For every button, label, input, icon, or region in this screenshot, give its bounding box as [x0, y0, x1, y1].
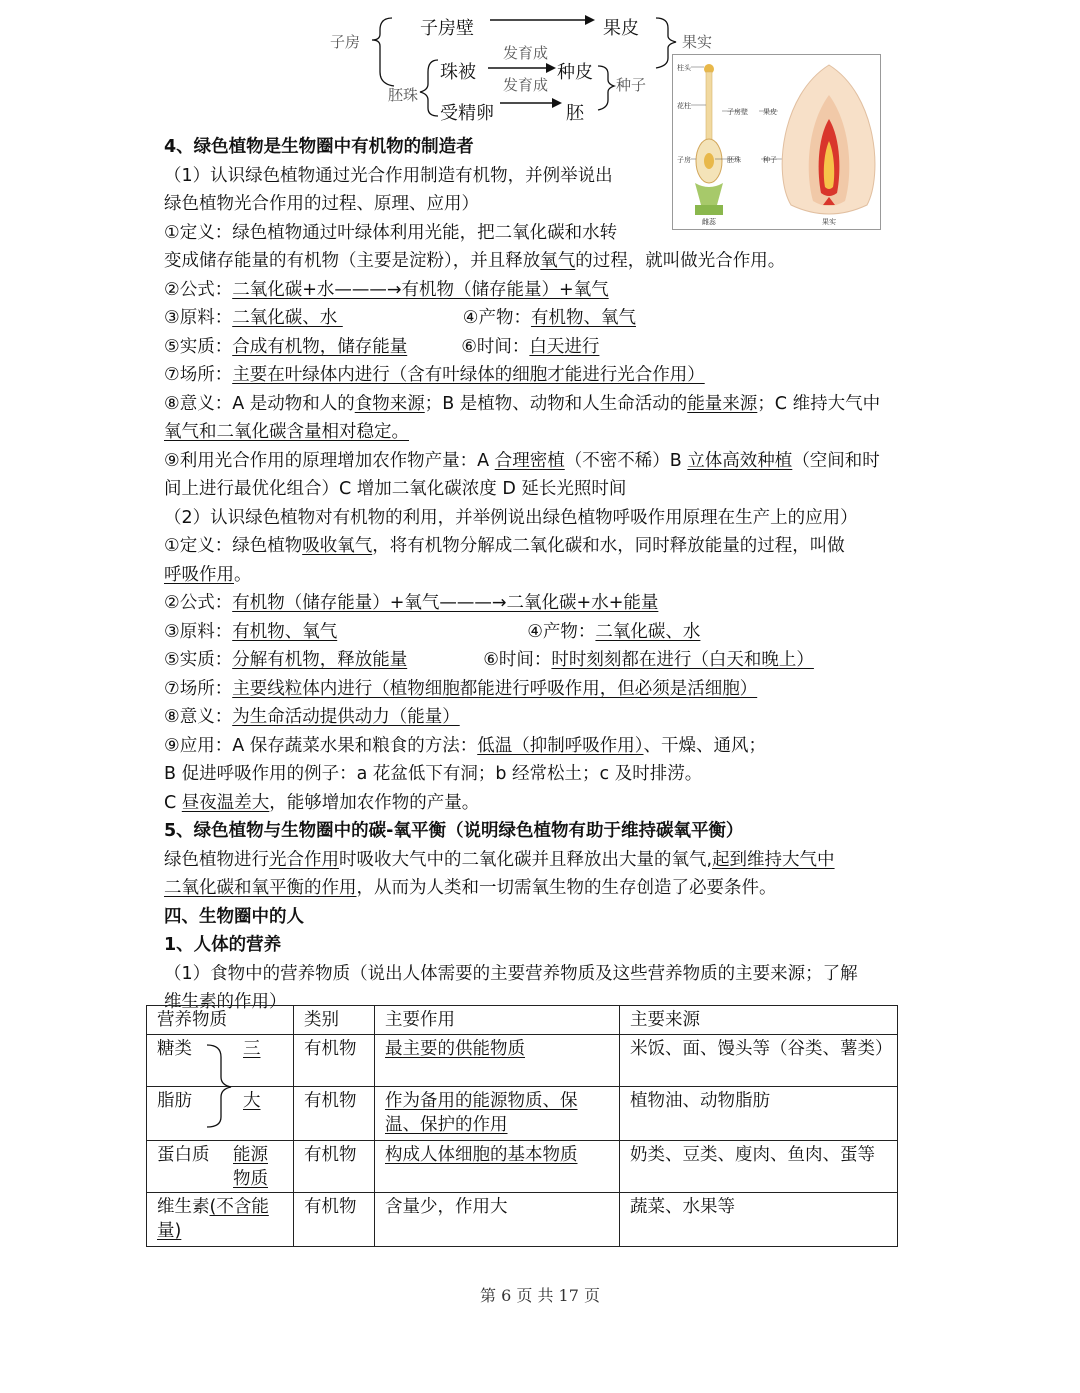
text-segment: ⑤实质：: [164, 650, 233, 670]
text-segment: ⑦场所：: [164, 678, 233, 699]
text-line: [164, 504, 944, 533]
table-cell-nutrient: [147, 1141, 294, 1193]
text-segment: ，从而为人类和一切需氧生物的生存创造了必要条件。: [356, 878, 777, 898]
underlined-text: 能量来源: [687, 393, 758, 414]
text-segment: 绿色植物进行: [164, 849, 269, 870]
text-segment: 5、绿色植物与生物圈中的碳-氧平衡（说明绿色植物有助于维持碳氧平衡）: [164, 821, 744, 841]
table-header-cell: 类别: [294, 1006, 375, 1035]
text-segment: ⑨利用光合作用的原理增加农作物产量：A: [164, 450, 495, 471]
text-line: [164, 703, 944, 732]
text-segment: ②公式：: [164, 593, 233, 613]
nutrient-name: 维生素: [157, 1197, 210, 1217]
label-fruit: 果实: [682, 33, 713, 51]
nutrient-name: 蛋白质: [157, 1145, 210, 1165]
text-segment: ；C 维持大气中: [757, 393, 881, 414]
text-segment: ⑦场所：: [164, 365, 233, 385]
table-row: [147, 1141, 898, 1193]
text-line: [164, 589, 944, 618]
text-segment: ④产物：: [527, 621, 596, 642]
text-segment: 、干燥、通风；: [643, 735, 766, 756]
underlined-text: 食物来源: [354, 393, 425, 414]
label-ovary: 子房: [330, 33, 361, 51]
text-segment: 的过程，就叫做光合作用。: [575, 251, 786, 271]
text-segment: ①定义：绿色植物: [164, 536, 303, 556]
table-cell-source: 奶类、豆类、廋肉、鱼肉、蛋等: [620, 1141, 898, 1193]
underlined-text: 为生命活动提供动力（能量）: [232, 707, 460, 727]
underlined-text: 二氧化碳+水———→有机物（储存能量）+氧气: [232, 279, 609, 300]
text-line: [164, 960, 944, 989]
table-cell-nutrient: [147, 1035, 294, 1087]
underlined-text: 分解有机物，释放能量: [232, 650, 408, 670]
text-segment: ⑧意义：: [164, 707, 233, 727]
text-line: [164, 532, 944, 561]
figure-label-fruit: 果实: [822, 218, 836, 226]
nutrient-name: 脂肪: [157, 1091, 192, 1111]
section-heading: [164, 133, 944, 162]
text-segment: 维生素的作用）: [164, 992, 287, 1012]
underlined-text: 二氧化碳和氧平衡的作用: [164, 878, 357, 898]
text-segment: 时吸收大气中的二氧化碳并且释放出大量的氧气,: [339, 849, 713, 870]
table-cell-role: 作为备用的能源物质、保温、保护的作用: [375, 1087, 620, 1141]
table-cell-source: 米饭、面、馒头等（谷类、薯类）: [620, 1035, 898, 1087]
underlined-text: 光合作用: [269, 849, 339, 870]
underlined-text: 时时刻刻都在进行（白天和晚上）: [551, 650, 814, 670]
text-line: [164, 646, 944, 675]
label-seed: 种子: [616, 76, 647, 94]
label-integument: 珠被: [440, 62, 476, 83]
label-ovary-wall: 子房壁: [420, 18, 474, 39]
text-segment: C: [164, 792, 182, 813]
label-ovule: 胚珠: [388, 86, 419, 104]
underlined-text: 立体高效种植: [687, 450, 793, 471]
text-line: [164, 162, 944, 191]
table-cell-nutrient: [147, 1193, 294, 1247]
underlined-text: 合理密植: [494, 450, 565, 471]
text-segment: 间上进行最优化组合）C 增加二氧化碳浓度 D 延长光照时间: [164, 479, 627, 499]
table-cell-category: 有机物: [294, 1087, 375, 1141]
text-segment: （不密不稀）B: [564, 450, 688, 471]
label-develops-into-1: 发育成: [503, 44, 549, 62]
text-segment: ③原料：: [164, 308, 233, 328]
underlined-text: 二氧化碳、水: [232, 308, 343, 328]
figure-label-style: 花柱: [677, 102, 691, 110]
underlined-text: 合成有机物，储存能量: [232, 336, 408, 357]
underlined-text: 有机物（储存能量）+氧气———→二氧化碳+水+能量: [232, 593, 659, 613]
text-segment: ③原料：: [164, 621, 233, 642]
table-header-row: [147, 1006, 898, 1035]
label-embryo: 胚: [566, 103, 584, 124]
text-line: [164, 447, 944, 476]
label-seed-coat: 种皮: [557, 62, 593, 83]
text-segment: ⑧意义：A 是动物和人的: [164, 393, 355, 414]
document-text: [164, 133, 944, 1017]
figure-label-pericarp: 果皮: [763, 108, 777, 116]
section-heading: [164, 903, 944, 932]
figure-label-pistil: 雌蕊: [702, 218, 716, 226]
text-line: [164, 361, 944, 390]
figure-label-seed: 种子: [763, 156, 777, 164]
text-line: [164, 874, 944, 903]
text-line: [164, 276, 944, 305]
text-segment: 1、人体的营养: [164, 935, 282, 955]
table-header-cell: 主要来源: [620, 1006, 898, 1035]
nutrient-side-note: (不含能量): [157, 1197, 269, 1241]
underlined-text: 有机物、氧气: [530, 308, 636, 328]
table-header-cell: 营养物质: [147, 1006, 294, 1035]
nutrition-table: [146, 1005, 898, 1247]
text-line: [164, 618, 944, 647]
text-segment: ⑥时间：: [461, 336, 530, 357]
figure-label-stigma: 柱头: [677, 64, 691, 72]
section-heading: [164, 817, 944, 846]
text-line: [164, 190, 944, 219]
figure-label-ovule: 胚珠: [727, 156, 741, 164]
text-line: [164, 418, 944, 447]
text-segment: 四、生物圈中的人: [164, 906, 304, 927]
table-row: [147, 1087, 898, 1141]
nutrient-name: 糖类: [157, 1039, 192, 1059]
underlined-text: 吸收氧气: [302, 536, 373, 556]
table-row: [147, 1035, 898, 1087]
text-segment: ；B 是植物、动物和人生命活动的: [424, 393, 688, 414]
underlined-text: 低温（抑制呼吸作用）: [477, 735, 644, 756]
text-segment: B 促进呼吸作用的例子：a 花盆低下有洞；b 经常松土；c 及时排涝。: [164, 764, 703, 784]
text-segment: ⑨应用：A 保存蔬菜水果和粮食的方法：: [164, 735, 478, 756]
text-line: [164, 390, 944, 419]
underlined-text: 起到维持大气中: [712, 849, 835, 870]
table-cell-source: 植物油、动物脂肪: [620, 1087, 898, 1141]
nutrient-side-note: 大: [243, 1091, 261, 1111]
table-row: [147, 1193, 898, 1247]
text-segment: ②公式：: [164, 279, 233, 300]
table-cell-role: 构成人体细胞的基本物质: [375, 1141, 620, 1193]
text-segment: ，能够增加农作物的产量。: [269, 792, 480, 813]
table-cell-category: 有机物: [294, 1193, 375, 1247]
table-cell-role: 含量少，作用大: [375, 1193, 620, 1247]
text-segment: 变成储存能量的有机物（主要是淀粉），并且释放: [164, 251, 541, 271]
text-segment: ，将有机物分解成二氧化碳和水，同时释放能量的过程，叫做: [372, 536, 845, 556]
text-segment: 绿色植物光合作用的过程、原理、应用）: [164, 194, 479, 214]
underlined-text: 氧气: [540, 251, 576, 271]
text-line: [164, 760, 944, 789]
section-heading: [164, 931, 944, 960]
label-develops-into-2: 发育成: [503, 76, 549, 94]
text-segment: 4、绿色植物是生物圈中有机物的制造者: [164, 137, 474, 157]
figure-label-ovary-wall: 子房壁: [727, 108, 748, 116]
page-number-footer: 第 6 页 共 17 页: [480, 1286, 600, 1305]
table-cell-nutrient: [147, 1087, 294, 1141]
nutrient-side-note: 三: [243, 1039, 261, 1059]
text-segment: （1）认识绿色植物通过光合作用制造有机物，并例举说出: [164, 165, 613, 186]
text-segment: ⑤实质：: [164, 336, 233, 357]
text-line: [164, 789, 944, 818]
text-line: [164, 247, 944, 276]
table-header-cell: 主要作用: [375, 1006, 620, 1035]
label-pericarp: 果皮: [603, 18, 639, 39]
underlined-text: 主要线粒体内进行（植物细胞都能进行呼吸作用，但必须是活细胞）: [232, 678, 758, 699]
text-segment: ⑥时间：: [483, 650, 552, 670]
text-line: [164, 304, 944, 333]
nutrient-side-note: 能源物质: [233, 1145, 268, 1189]
table-cell-category: 有机物: [294, 1035, 375, 1087]
text-line: [164, 333, 944, 362]
text-line: [164, 475, 944, 504]
underlined-text: 昼夜温差大: [181, 792, 270, 813]
table-cell-role: 最主要的供能物质: [375, 1035, 620, 1087]
text-segment: 。: [234, 564, 252, 585]
text-segment: （1）食物中的营养物质（说出人体需要的主要营养物质及这些营养物质的主要来源；了解: [164, 963, 858, 984]
text-segment: ①定义：绿色植物通过叶绿体利用光能，把二氧化碳和水转: [164, 222, 618, 243]
text-segment: （空间和时: [792, 450, 880, 471]
table-cell-source: 蔬菜、水果等: [620, 1193, 898, 1247]
underlined-text: 主要在叶绿体内进行（含有叶绿体的细胞才能进行光合作用）: [232, 365, 705, 385]
text-line: [164, 732, 944, 761]
text-line: [164, 561, 944, 590]
underlined-text: 呼吸作用: [164, 564, 234, 585]
text-line: [164, 846, 944, 875]
text-segment: ④产物：: [462, 308, 531, 328]
text-line: [164, 675, 944, 704]
text-segment: （2）认识绿色植物对有机物的利用，并举例说出绿色植物呼吸作用原理在生产上的应用）: [164, 507, 858, 528]
text-line: [164, 219, 944, 248]
table-cell-category: 有机物: [294, 1141, 375, 1193]
underlined-text: 氧气和二氧化碳含量相对稳定。: [164, 422, 409, 442]
underlined-text: 白天进行: [529, 336, 600, 357]
label-fertilized-egg: 受精卵: [440, 103, 494, 124]
figure-label-ovary: 子房: [677, 156, 691, 164]
underlined-text: 二氧化碳、水: [595, 621, 701, 642]
underlined-text: 有机物、氧气: [232, 621, 338, 642]
